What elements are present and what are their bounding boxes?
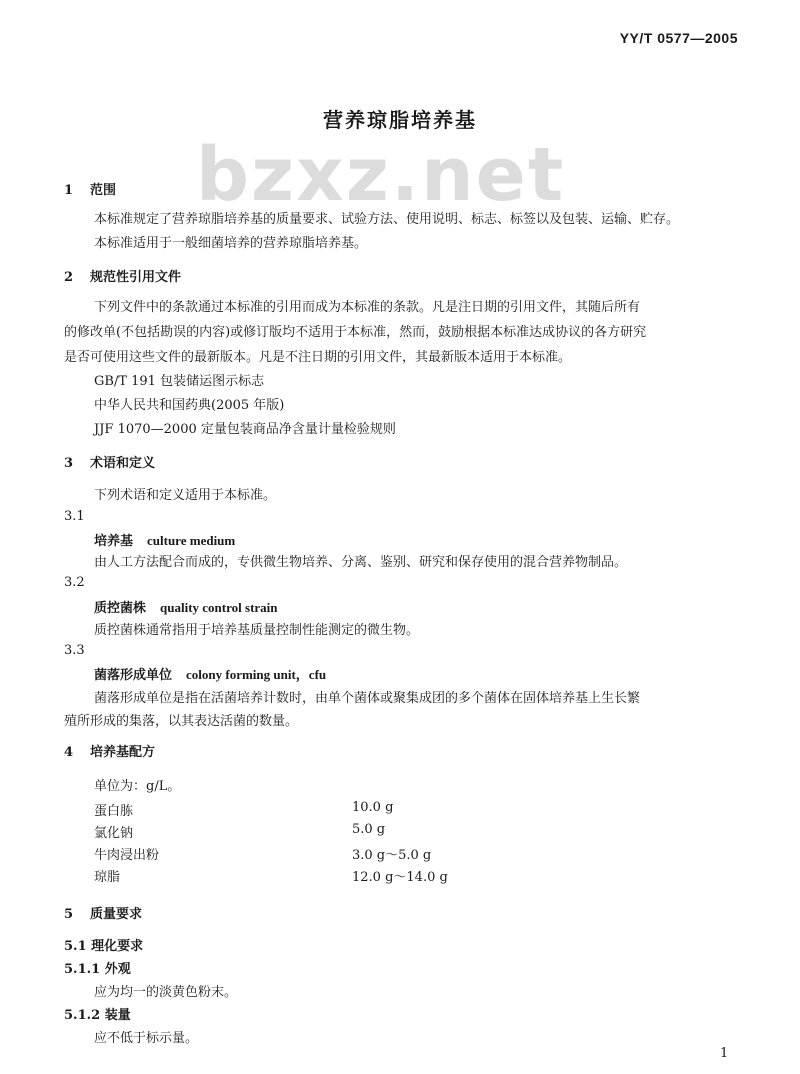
section-5-heading: 5 质量要求 (64, 907, 143, 922)
term-title: 菌落形成单位 colony forming unit，cfu (94, 667, 327, 683)
term-definition: 由人工方法配合而成的，专供微生物培养、分离、鉴别、研究和保存使用的混合营养物制品。 (94, 555, 628, 570)
section-4-heading: 4 培养基配方 (64, 745, 156, 760)
subsection-5-1-1: 5.1.1 外观 (64, 962, 131, 977)
reference-item: 中华人民共和国药典(2005 年版) (94, 398, 285, 413)
ingredient-amount: 5.0 g (352, 822, 386, 837)
page-number: 1 (720, 1046, 729, 1061)
reference-item: GB/T 191 包装储运图示标志 (94, 374, 265, 389)
ingredient-name: 氯化钠 (94, 826, 134, 841)
section-1-para-1: 本标准规定了营养琼脂培养基的质量要求、试验方法、使用说明、标志、标签以及包装、运输、贮存。 (94, 212, 680, 227)
ingredient-name: 蛋白胨 (94, 804, 134, 819)
term-number: 3.2 (64, 575, 85, 590)
subsection-5-1-1-text: 应为均一的淡黄色粉末。 (94, 985, 238, 1000)
ingredient-amount: 12.0 g～14.0 g (352, 870, 448, 885)
section-2-para-line-2: 的修改单(不包括勘误的内容)或修订版均不适用于本标准，然而，鼓励根据本标准达成协议的各方研究 (64, 325, 647, 340)
section-1-para-2: 本标准适用于一般细菌培养的营养琼脂培养基。 (94, 236, 368, 251)
ingredient-name: 牛肉浸出粉 (94, 848, 160, 863)
ingredient-name: 琼脂 (94, 870, 121, 885)
section-1-heading: 1 范围 (64, 183, 117, 198)
term-definition: 菌落形成单位是指在活菌培养计数时，由单个菌体或聚集成团的多个菌体在固体培养基上生长繁 (94, 691, 641, 706)
term-title: 培养基 culture medium (94, 533, 236, 549)
term-definition-cont: 殖所形成的集落，以其表达活菌的数量。 (64, 714, 299, 729)
term-number: 3.3 (64, 643, 85, 658)
ingredient-amount: 3.0 g～5.0 g (352, 848, 432, 863)
section-2-para-line-3: 是否可使用这些文件的最新版本。凡是不注日期的引用文件，其最新版本适用于本标准。 (64, 350, 572, 365)
section-3-heading: 3 术语和定义 (64, 456, 156, 471)
formula-table (94, 800, 454, 900)
standard-number: YY/T 0577—2005 (619, 30, 738, 46)
subsection-5-1: 5.1 理化要求 (64, 939, 144, 954)
document-title: 营养琼脂培养基 (323, 108, 477, 132)
term-title: 质控菌株 quality control strain (94, 600, 278, 616)
section-2-heading: 2 规范性引用文件 (64, 270, 182, 285)
section-2-para-line-1: 下列文件中的条款通过本标准的引用而成为本标准的条款。凡是注日期的引用文件，其随后所有 (94, 300, 641, 315)
subsection-5-1-2: 5.1.2 装量 (64, 1008, 131, 1023)
unit-note: 单位为：g/L。 (94, 779, 181, 794)
term-definition: 质控菌株通常指用于培养基质量控制性能测定的微生物。 (94, 623, 420, 638)
term-number: 3.1 (64, 509, 85, 524)
subsection-5-1-2-text: 应不低于标示量。 (94, 1031, 199, 1046)
section-3-intro: 下列术语和定义适用于本标准。 (94, 488, 277, 503)
ingredient-amount: 10.0 g (352, 800, 394, 815)
reference-item: JJF 1070—2000 定量包装商品净含量计量检验规则 (94, 422, 396, 437)
watermark: bzxz.net (196, 132, 566, 218)
